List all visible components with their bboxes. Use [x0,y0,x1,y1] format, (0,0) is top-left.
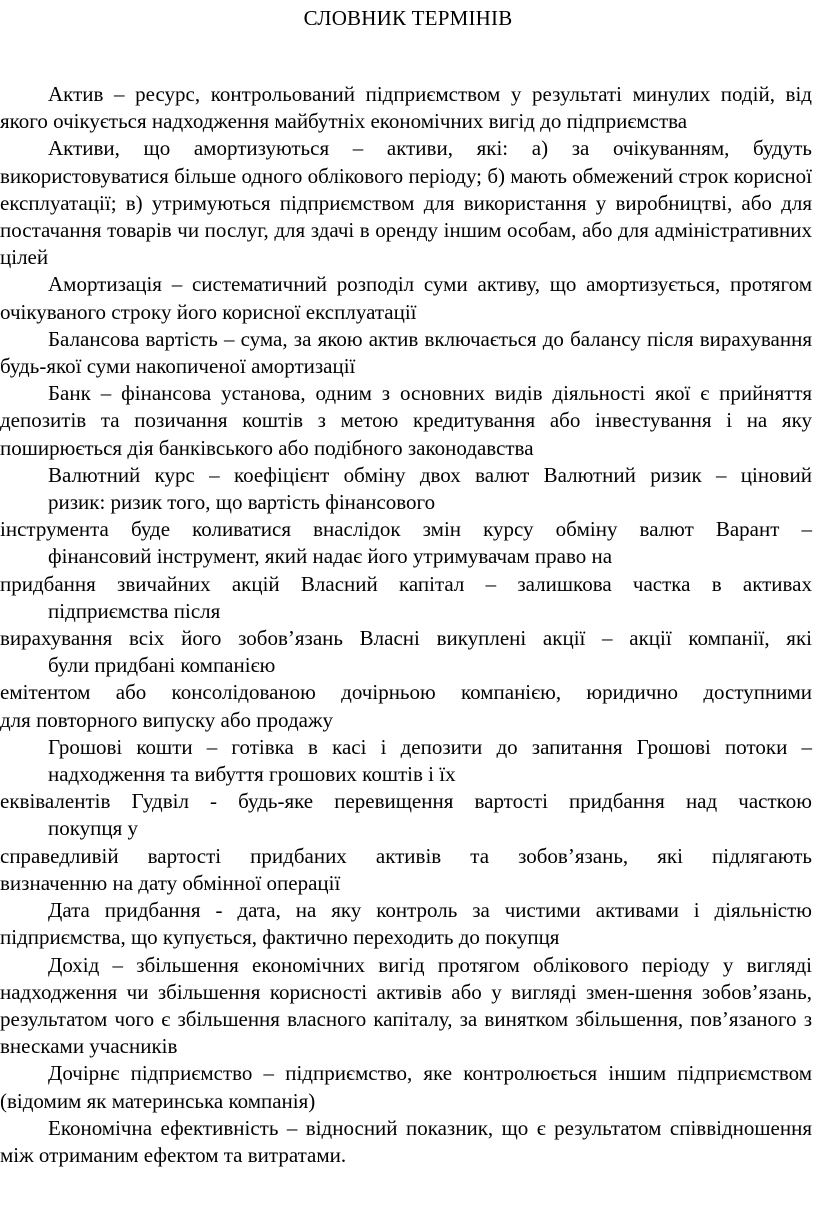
glossary-line: ризик: ризик того, що вартість фінансового [48,490,436,515]
page-title: СЛОВНИК ТЕРМІНІВ [303,6,513,30]
glossary-entry-dochirnie-pidpryiemstvo: Дочірнє підприємство – підприємство, яке контролюється іншим підприємством (відомим як материнська компанія) [0,1061,812,1113]
glossary-line: покупця у [48,816,139,841]
glossary-line: вирахування всіх його зобов’язань Власні викуплені акції – акції компанії, які [0,626,812,651]
glossary-entry-ekonomichna-efektyvnist: Економічна ефективність – відносний показник, що є результатом співвідношення між отриманим ефектом та витратами. [0,1115,812,1167]
glossary-entry-aktyv: Актив – ресурс, контрольований підприємством у результаті минулих подій, від якого очікується надходження майбутніх економічних вигід до підприємства [0,82,812,134]
glossary-line: підприємства після [48,598,221,623]
glossary-entry-bank: Банк – фінансова установа, одним з основних видів діяльності якої є прийняття депозитів та позичання коштів з метою кредитування або інвестування і на яку поширюється дія банківського або подібного законодавства [0,381,812,460]
glossary-body [0,81,812,1169]
glossary-entry-data-prydbannia: Дата придбання - дата, на яку контроль за чистими активами і діяльністю підприємства, що купується, фактично переходить до покупця [0,898,812,950]
glossary-entry-balansova-vartist: Балансова вартість – сума, за якою актив включається до балансу після вирахування будь-якої суми накопиченої амортизації [0,326,812,379]
glossary-line: еквівалентів Гудвіл - будь-яке перевищення вартості придбання над часткою [0,789,812,814]
glossary-line: придбання звичайних акцій Власний капітал – залишкова частка в активах [0,571,812,596]
glossary-line: Грошові кошти – готівка в касі і депозити до запитання Грошові потоки – [48,734,812,759]
glossary-line: емітентом або консолідованою дочірньою компанією, юридично доступними [0,680,812,705]
glossary-line: були придбані компанією [48,653,276,678]
glossary-line: визначенню на дату обмінної операції [0,870,341,895]
glossary-line: надходження та вибуття грошових коштів і їх [48,762,456,787]
glossary-line: справедливій вартості придбаних активів та зобов’язань, які підлягають [0,843,812,868]
glossary-line: фінансовий інструмент, який надає його утримувачам право на [48,544,613,569]
glossary-irregular-block [0,462,812,897]
glossary-entry-aktyvy-amortyzuiutsia: Активи, що амортизуються – активи, які: а) за очікуванням, будуть використовуватися більше одного облікового періоду; б) мають обмежений строк корисної експлуатації; в) утримуються підприємством для використання у виробництві, або для постачання товарів чи послуг, для здачі в оренду іншим особам, або для адміністративних цілей [0,136,812,270]
glossary-line: для повторного випуску або продажу [0,707,333,732]
glossary-entry-dokhid: Дохід – збільшення економічних вигід протягом облікового періоду у вигляді надходження чи збільшення корисності активів або у вигляді змен-шення зобов’язань, результатом чого є збільшення власного капіталу, за винятком збільшення, пов’язаного з внесками учасників [0,952,812,1059]
glossary-line: Валютний курс – коефіцієнт обміну двох валют Валютний ризик – ціновий [48,462,812,487]
glossary-line: інструмента буде коливатися внаслідок змін курсу обміну валют Варант – [0,517,812,542]
glossary-entry-amortyzatsiia: Амортизація – систематичний розподіл суми активу, що амортизується, протягом очікуваного строку його корисної експлуатації [0,272,812,324]
